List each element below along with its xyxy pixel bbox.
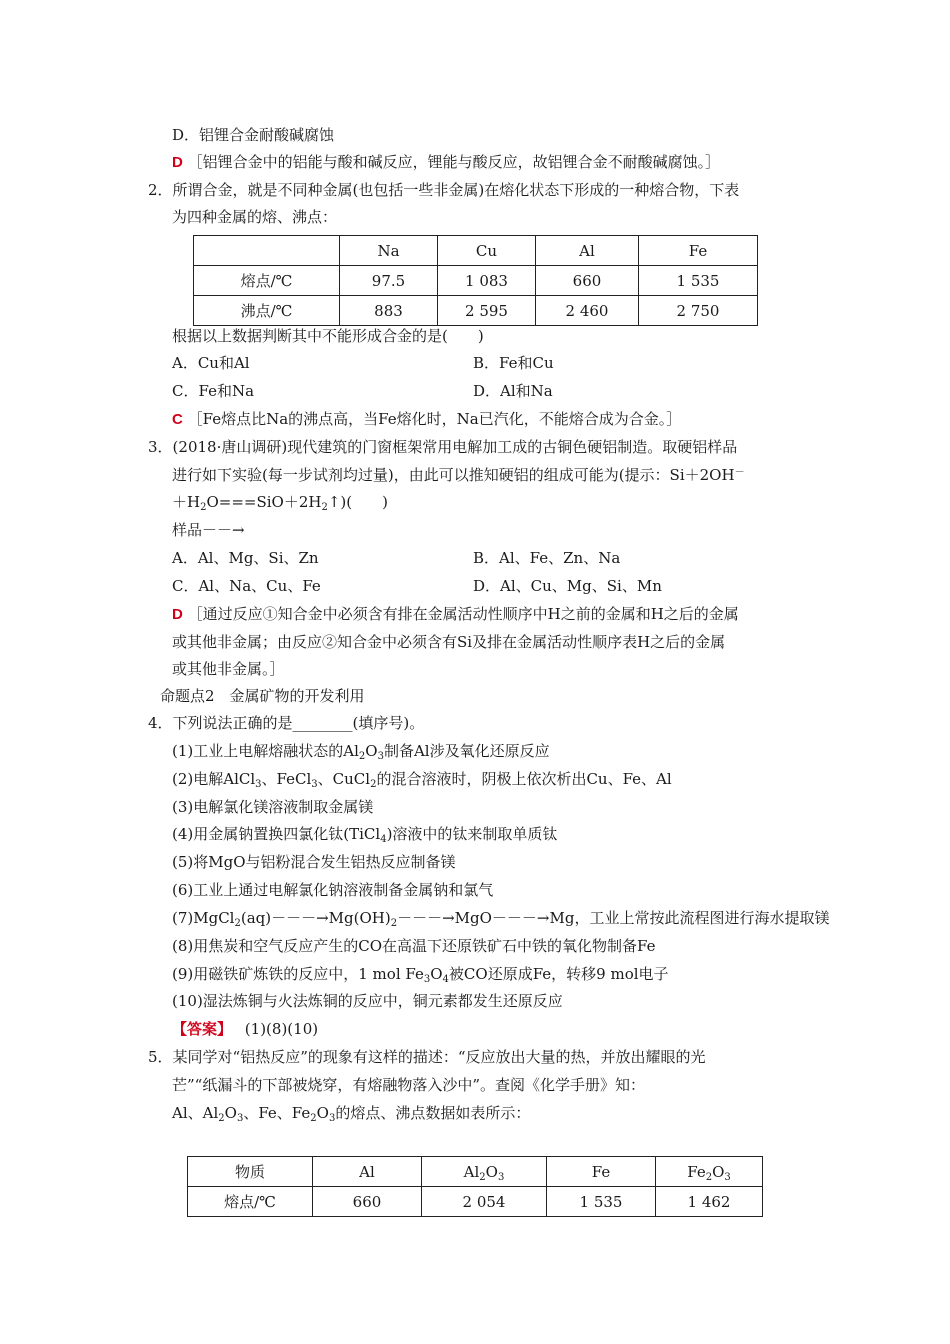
table-cell: 2 460 <box>536 296 639 326</box>
text: O <box>485 1162 498 1181</box>
q4-stem: 4．下列说法正确的是________(填序号)。 <box>148 714 425 732</box>
q4-statement: (8)用焦炭和空气反应产生的CO在高温下还原铁矿石中铁的氧化物制备Fe <box>172 937 656 955</box>
explanation: ［铝锂合金中的铝能与酸和碱反应，锂能与酸反应，故铝锂合金不耐酸碱腐蚀。］ <box>187 153 721 171</box>
text: )溶液中的钛来制取单质钛 <box>386 825 558 843</box>
q3-flowchart: 样品－－→ <box>172 521 245 539</box>
q3-option-c: C．Al、Na、Cu、Fe <box>172 577 321 595</box>
subscript: 4 <box>442 974 449 985</box>
subscript: 3 <box>328 1113 336 1124</box>
text: Fe <box>687 1162 706 1181</box>
q4-statement <box>172 741 550 761</box>
q5-stem-line1: 5．某同学对“铝热反应”的现象有这样的描述：“反应放出大量的热，并放出耀眼的光 <box>148 1048 706 1066</box>
q4-statement <box>172 824 557 844</box>
table-row <box>194 266 758 296</box>
table-cell: 1 462 <box>656 1187 763 1217</box>
text: 、CuCl <box>317 770 371 788</box>
answer-text: (1)(8)(10) <box>244 1020 319 1038</box>
subscript: 2 <box>321 502 328 513</box>
q5-table <box>187 1156 763 1217</box>
text: 、FeCl <box>261 770 312 788</box>
subscript: 3 <box>497 1171 505 1183</box>
table-cell: 883 <box>340 296 438 326</box>
table-cell: 2 750 <box>639 296 758 326</box>
subscript: 3 <box>377 751 384 762</box>
q4-statement <box>172 908 829 928</box>
text: －－－→MgO－－－→Mg，工业上常按此流程图进行海水提取镁 <box>397 909 830 927</box>
subscript: 2 <box>310 1113 317 1124</box>
text: 的混合溶液时，阴极上依次析出Cu、Fe、Al <box>376 770 672 788</box>
text: 、Fe、Fe <box>243 1104 311 1122</box>
section-heading: 命题点2 金属矿物的开发利用 <box>160 687 365 705</box>
table-cell: 2 054 <box>422 1187 547 1217</box>
q3-explanation-line2: 或其他非金属；由反应②知合金中必须含有Si及排在金属活动性顺序表H之后的金属 <box>172 633 726 651</box>
text: O <box>365 742 378 760</box>
answer-letter: C <box>172 411 183 428</box>
text: 制备Al涉及氧化还原反应 <box>383 742 550 760</box>
q3-stem-line3 <box>172 492 388 512</box>
answer-letter: D <box>172 154 183 171</box>
q3-stem-line2 <box>172 465 745 485</box>
text: (aq)－－－→Mg(OH) <box>240 909 391 927</box>
table-cell: 97.5 <box>340 266 438 296</box>
text: O <box>430 965 443 983</box>
q1-option-d: D．铝锂合金耐酸碱腐蚀 <box>172 126 335 144</box>
q4-statement: (6)工业上通过电解氯化钠溶液制备金属钠和氯气 <box>172 881 494 899</box>
text: ＋H <box>172 493 201 511</box>
subscript: 2 <box>358 751 366 762</box>
q3-answer <box>172 604 739 625</box>
subscript: 2 <box>479 1171 486 1183</box>
text: (1)工业上电解熔融状态的Al <box>172 742 359 760</box>
q2-option-d: D．Al和Na <box>473 382 553 400</box>
table-cell: 2 595 <box>438 296 536 326</box>
table-cell: Cu <box>438 236 536 266</box>
table-cell: Fe <box>639 236 758 266</box>
subscript: 2 <box>705 1171 713 1183</box>
table-cell: 1 083 <box>438 266 536 296</box>
text: Al <box>463 1162 480 1181</box>
table-cell: 660 <box>536 266 639 296</box>
text: O===SiO＋2H <box>206 493 322 511</box>
explanation: ［通过反应①知合金中必须含有排在金属活动性顺序中H之前的金属和H之后的金属 <box>187 605 739 623</box>
q1-answer <box>172 152 720 173</box>
table-cell: Na <box>340 236 438 266</box>
q3-option-d: D．Al、Cu、Mg、Si、Mn <box>473 577 662 595</box>
text: 进行如下实验(每一步试剂均过量)，由此可以推知硬铝的组成可能为(提示：Si＋2OH <box>172 466 735 484</box>
answer-label: 【答案】 <box>172 1020 233 1038</box>
table-cell <box>656 1157 763 1187</box>
q2-question: 根据以上数据判断其中不能形成合金的是( ) <box>172 327 484 345</box>
subscript: 3 <box>724 1171 731 1183</box>
q2-answer <box>172 409 681 430</box>
subscript: 3 <box>236 1113 244 1124</box>
table-row <box>188 1187 763 1217</box>
subscript: 2 <box>218 1113 225 1124</box>
table-header-row <box>188 1157 763 1187</box>
table-cell: 沸点/℃ <box>194 296 340 326</box>
explanation: ［Fe熔点比Na的沸点高，当Fe熔化时，Na已汽化，不能熔合成为合金。］ <box>187 410 682 428</box>
q2-option-c: C．Fe和Na <box>172 382 255 400</box>
q3-option-b: B．Al、Fe、Zn、Na <box>473 549 621 567</box>
table-cell: 物质 <box>188 1157 313 1187</box>
text: O <box>712 1162 725 1181</box>
text: O <box>316 1104 329 1122</box>
text: Al、Al <box>172 1104 219 1122</box>
table-cell: 1 535 <box>547 1187 656 1217</box>
q4-statement <box>172 769 672 789</box>
q2-stem-line1: 2．所谓合金，就是不同种金属(也包括一些非金属)在熔化状态下形成的一种熔合物，下表 <box>148 181 740 199</box>
text: O <box>224 1104 237 1122</box>
subscript: 3 <box>255 779 262 790</box>
table-cell <box>194 236 340 266</box>
q4-answer <box>172 1019 318 1039</box>
text: (7)MgCl <box>172 909 235 927</box>
subscript: 2 <box>370 779 377 790</box>
q2-option-b: B．Fe和Cu <box>473 354 554 372</box>
table-cell <box>422 1157 547 1187</box>
q2-option-a: A．Cu和Al <box>172 354 250 372</box>
table-cell: 熔点/℃ <box>194 266 340 296</box>
subscript: 2 <box>390 918 398 929</box>
q4-statement: (5)将MgO与铝粉混合发生铝热反应制备镁 <box>172 853 456 871</box>
table-cell: Fe <box>547 1157 656 1187</box>
table-header-row <box>194 236 758 266</box>
subscript: 2 <box>200 502 207 513</box>
text: (9)用磁铁矿炼铁的反应中，1 mol Fe <box>172 965 424 983</box>
q5-stem-line2: 芒”“纸漏斗的下部被烧穿，有熔融物落入沙中”。查阅《化学手册》知： <box>172 1076 646 1094</box>
table-cell: 1 535 <box>639 266 758 296</box>
table-cell: 熔点/℃ <box>188 1187 313 1217</box>
q5-stem-line3 <box>172 1103 530 1123</box>
q4-statement <box>172 964 669 984</box>
answer-letter: D <box>172 606 183 623</box>
q3-stem-line1: 3．(2018·唐山调研)现代建筑的门窗框架常用电解加工成的古铜色硬铝制造。取硬铝样品 <box>148 438 738 456</box>
table-cell: Al <box>536 236 639 266</box>
table-row <box>194 296 758 326</box>
q2-table <box>193 235 758 326</box>
q3-explanation-line3: 或其他非金属。］ <box>172 660 285 678</box>
text: ↑)( ) <box>327 493 388 511</box>
subscript: 4 <box>380 834 387 845</box>
text: 的熔点、沸点数据如表所示： <box>335 1104 531 1122</box>
table-cell: 660 <box>313 1187 422 1217</box>
superscript: － <box>734 467 745 478</box>
text: (4)用金属钠置换四氯化钛(TiCl <box>172 825 381 843</box>
subscript: 3 <box>311 779 318 790</box>
text: (2)电解AlCl <box>172 770 256 788</box>
q3-option-a: A．Al、Mg、Si、Zn <box>172 549 319 567</box>
text: 被CO还原成Fe，转移9 mol电子 <box>448 965 669 983</box>
q4-statement: (3)电解氯化镁溶液制取金属镁 <box>172 798 374 816</box>
q2-stem-line2: 为四种金属的熔、沸点： <box>172 208 338 226</box>
subscript: 3 <box>423 974 431 985</box>
subscript: 2 <box>234 918 241 929</box>
table-cell: Al <box>313 1157 422 1187</box>
q4-statement: (10)湿法炼铜与火法炼铜的反应中，铜元素都发生还原反应 <box>172 992 563 1010</box>
